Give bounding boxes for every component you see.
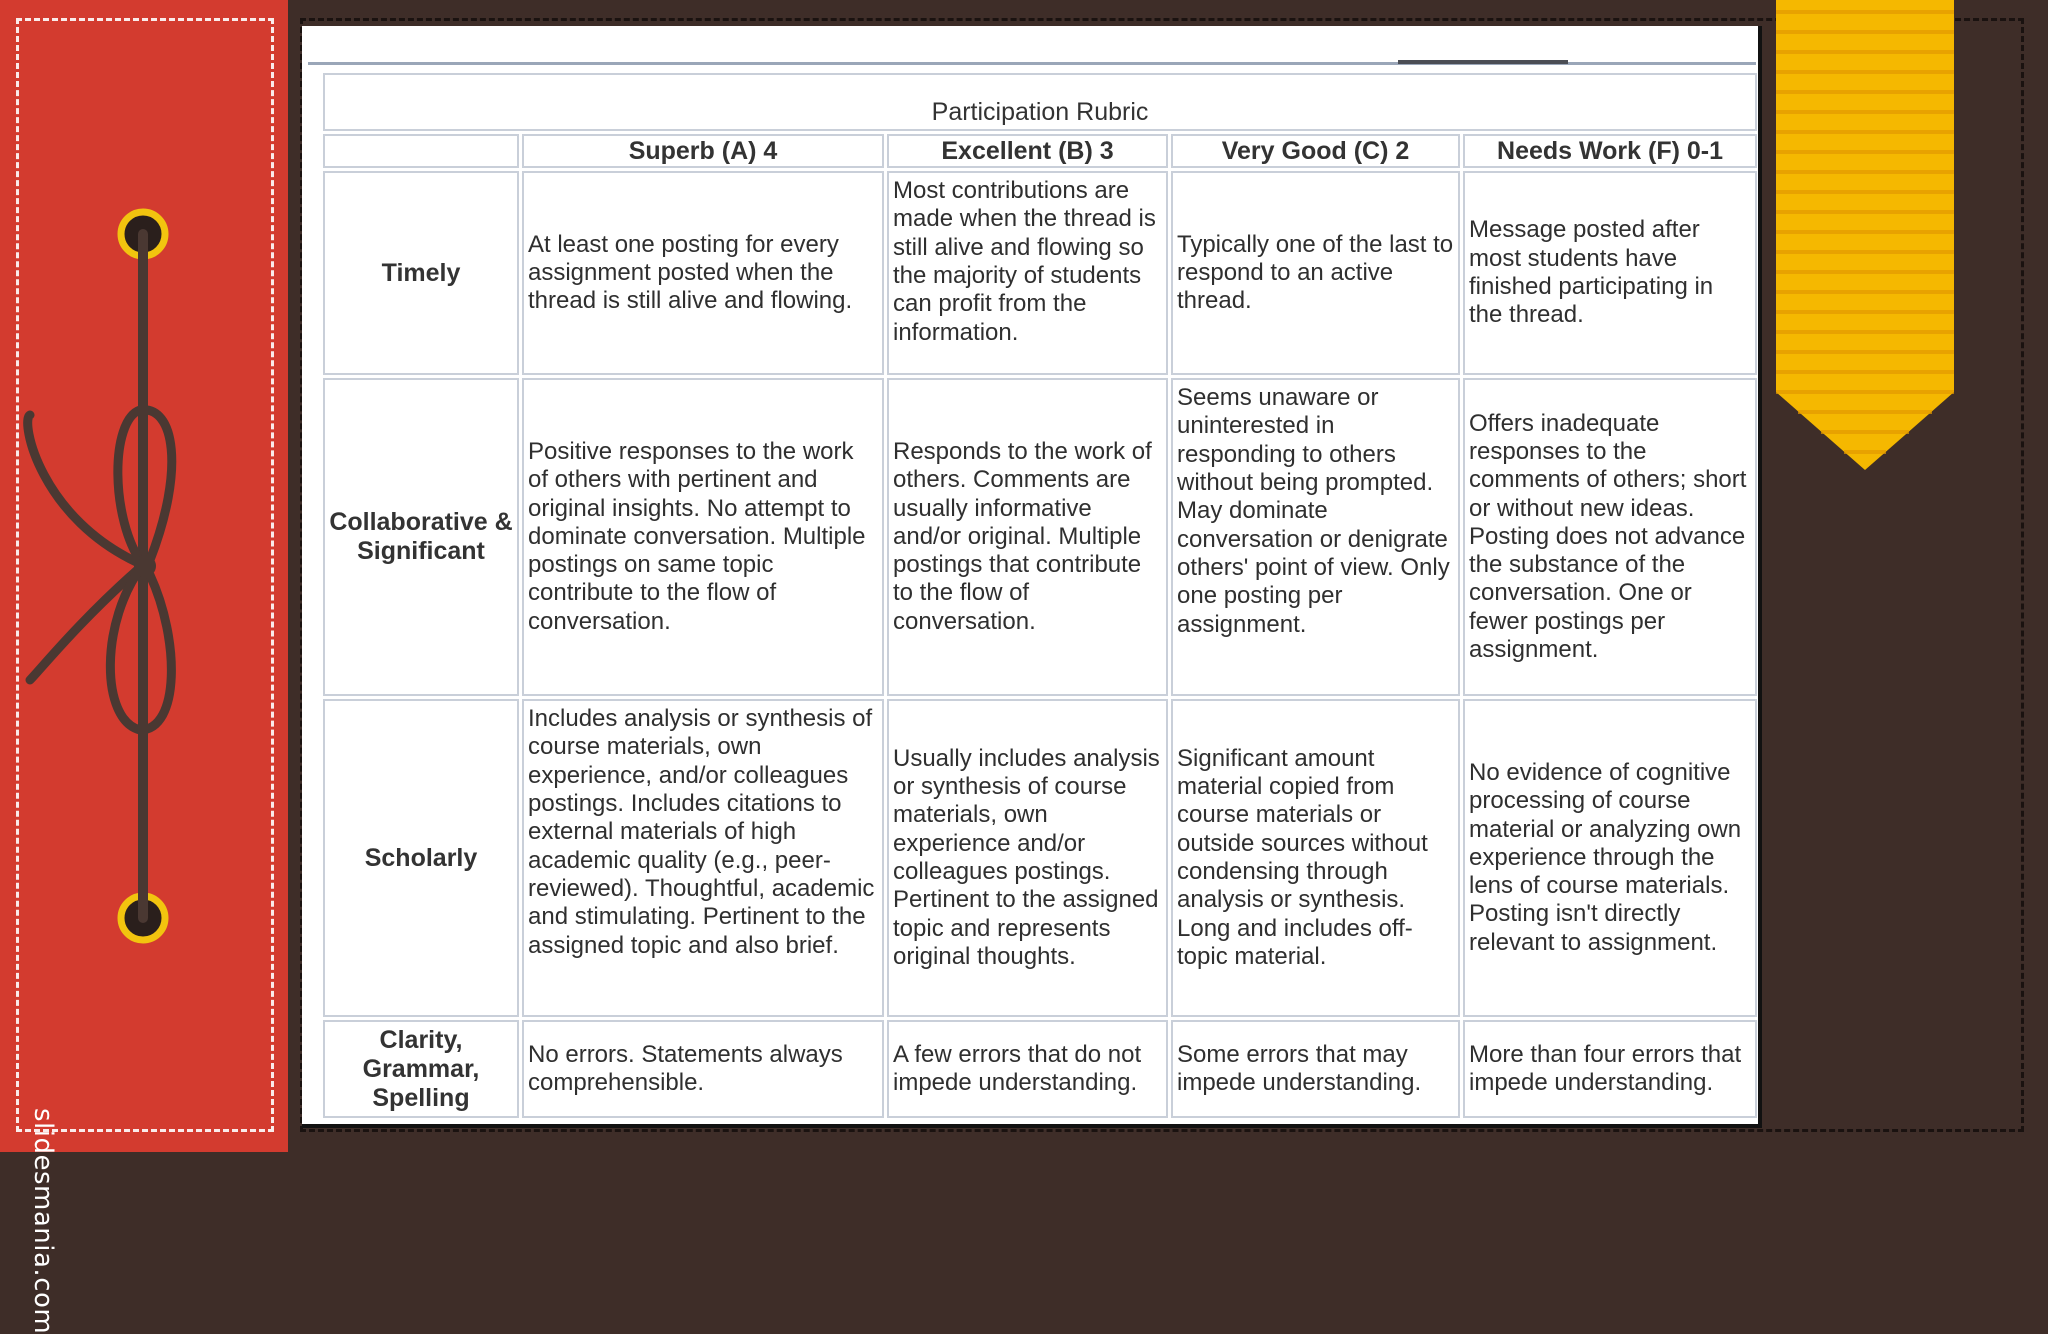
cell-collaborative-needs-work: Offers inadequate responses to the comments of others; short or without new ideas. Posting does not advance the substance of the conversation. One or fewer postings per assignment. <box>1463 378 1757 696</box>
cell-clarity-superb: No errors. Statements always comprehensible. <box>522 1020 884 1118</box>
cell-scholarly-very-good: Significant amount material copied from course materials or outside sources without condensing through analysis or synthesis. Long and includes off-topic material. <box>1171 699 1460 1017</box>
cell-timely-excellent: Most contributions are made when the thread is still alive and flowing so the majority of students can profit from the information. <box>887 171 1168 375</box>
cell-collaborative-very-good: Seems unaware or uninterested in responding to others without being prompted. May dominate conversation or denigrate others' point of view. Only one posting per assignment. <box>1171 378 1460 696</box>
header-needs-work: Needs Work (F) 0-1 <box>1463 134 1757 168</box>
header-very-good: Very Good (C) 2 <box>1171 134 1460 168</box>
string-tie-icon <box>0 0 288 1152</box>
rubric-image-frame <box>302 26 1762 1128</box>
cell-clarity-very-good: Some errors that may impede understanding. <box>1171 1020 1460 1118</box>
table-row <box>323 699 1757 1017</box>
left-red-panel <box>0 0 288 1334</box>
top-rule-accent <box>1398 60 1568 64</box>
table-header-row <box>323 134 1757 168</box>
cell-collaborative-excellent: Responds to the work of others. Comments are usually informative and/or original. Multiple postings that contribute to the flow of conversation. <box>887 378 1168 696</box>
row-label-collaborative: Collaborative & Significant <box>323 378 519 696</box>
cell-scholarly-needs-work: No evidence of cognitive processing of course material or analyzing own experience through the lens of course materials. Posting isn't directly relevant to assignment. <box>1463 699 1757 1017</box>
slidesmania-credit: slidesmania.com <box>28 1108 58 1334</box>
table-title: Participation Rubric <box>323 73 1757 131</box>
cell-scholarly-superb: Includes analysis or synthesis of course materials, own experience, and/or colleagues postings. Includes citations to external materials of high academic quality (e.g., peer-reviewed). Thoughtful, academic and stimulating. Pertinent to the assigned topic and also brief. <box>522 699 884 1017</box>
cell-clarity-needs-work: More than four errors that impede understanding. <box>1463 1020 1757 1118</box>
participation-rubric-table <box>320 70 1760 1121</box>
cell-timely-superb: At least one posting for every assignment posted when the thread is still alive and flowing. <box>522 171 884 375</box>
table-title-row <box>323 73 1757 131</box>
row-label-timely: Timely <box>323 171 519 375</box>
row-label-clarity: Clarity, Grammar, Spelling <box>323 1020 519 1118</box>
header-blank <box>323 134 519 168</box>
header-superb: Superb (A) 4 <box>522 134 884 168</box>
cell-timely-needs-work: Message posted after most students have finished participating in the thread. <box>1463 171 1757 375</box>
row-label-scholarly: Scholarly <box>323 699 519 1017</box>
cell-clarity-excellent: A few errors that do not impede understanding. <box>887 1020 1168 1118</box>
bookmark-ribbon-icon <box>1776 0 1954 470</box>
table-row <box>323 1020 1757 1118</box>
table-row <box>323 171 1757 375</box>
cell-collaborative-superb: Positive responses to the work of others with pertinent and original insights. No attempt to dominate conversation. Multiple postings on same topic contribute to the flow of conversation. <box>522 378 884 696</box>
cell-scholarly-excellent: Usually includes analysis or synthesis of course materials, own experience and/or colleagues postings. Pertinent to the assigned topic and represents original thoughts. <box>887 699 1168 1017</box>
cell-timely-very-good: Typically one of the last to respond to an active thread. <box>1171 171 1460 375</box>
header-excellent: Excellent (B) 3 <box>887 134 1168 168</box>
table-row <box>323 378 1757 696</box>
